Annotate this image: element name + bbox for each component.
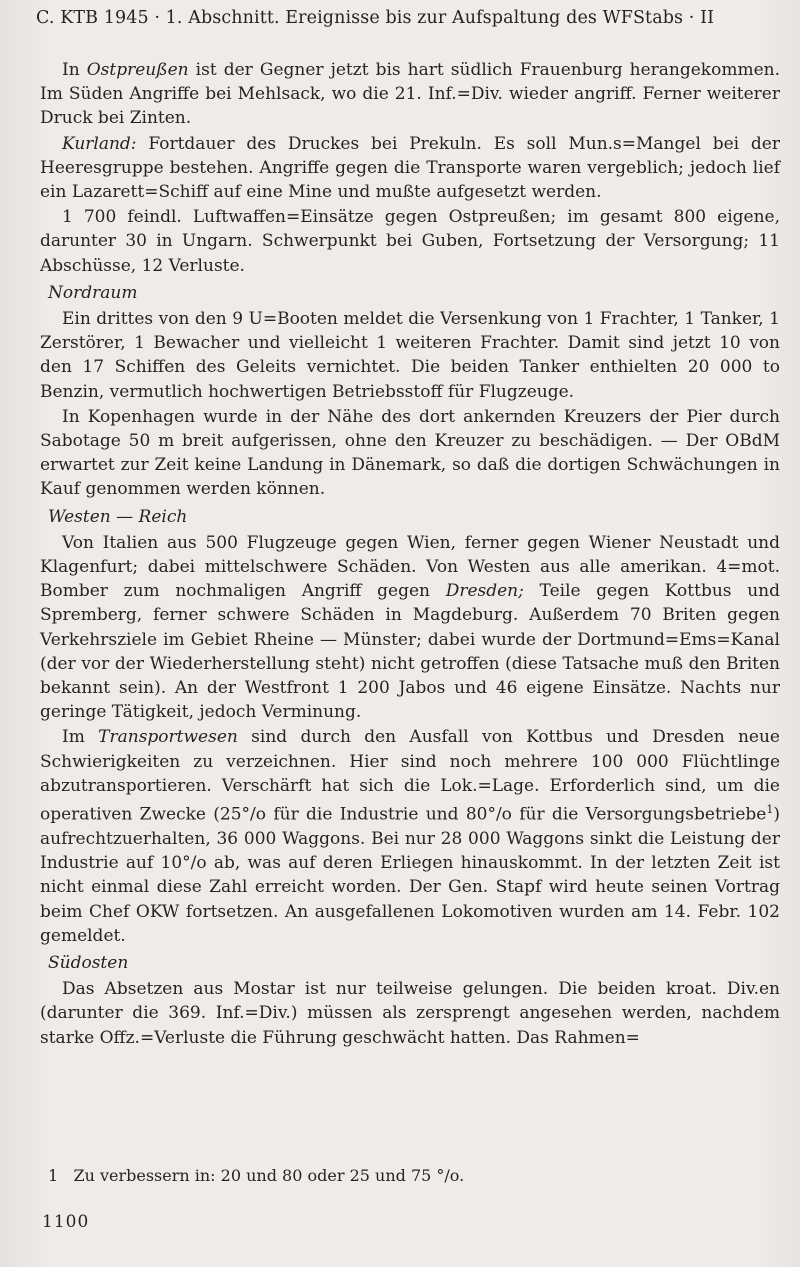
- text-run: Im: [62, 727, 99, 748]
- running-head: C. KTB 1945 · 1. Abschnitt. Ereignisse bis zur Aufspaltung des WFStabs · II: [36, 8, 715, 28]
- page-number: 1100: [42, 1212, 90, 1232]
- emphasis-ostpreussen: Ostpreußen: [86, 60, 189, 80]
- paragraph-italien: [40, 531, 780, 725]
- text-run: Fortdauer des Druckes bei Prekuln. Es soll Mun.s=Mangel bei der Heeresgruppe bestehen. Angriffe gegen die Transporte waren vergeblich; jedoch lief ein Lazarett=Schiff auf eine Mine und mußte aufgesetzt werden.: [40, 133, 780, 203]
- footnote-reference: 1: [766, 803, 774, 817]
- emphasis-transportwesen: Transportwesen: [98, 727, 238, 748]
- paragraph-mostar: Das Absetzen aus Mostar ist nur teilweise gelungen. Die beiden kroat. Div.en (darunter die 369. Inf.=Div.) müssen als zersprengt angesehen werden, nachdem starke Offz.=Verluste die Führung geschwächt hatten. Das Rahmen=: [40, 979, 780, 1048]
- text-run: Von Italien aus 500 Flugzeuge gegen Wien, ferner gegen Wiener Neustadt und Klagenfurt; dabei mittelschwere Schäden. Von Westen aus alle amerikan. 4=mot. Bomber zum nochmaligen Angriff gegen: [40, 532, 780, 602]
- text-run: sind durch den Ausfall von Kottbus und Dresden neue Schwierigkeiten zu verzeichnen. Hier sind noch mehrere 100 000 Flüchtlinge abzutransportieren. Verschärft hat sich die Lok.=Lage. Erforderlich sind, um die operativen Zwecke (25°/o für die Industrie und 80°/o für die Versorgungsbetriebe: [40, 727, 780, 825]
- paragraph-luftwaffe: 1 700 feindl. Luftwaffen=Einsätze gegen Ostpreußen; im gesamt 800 eigene, darunter 30 in Ungarn. Schwerpunkt bei Guben, Fortsetzung der Versorgung; 11 Abschüsse, 12 Verluste.: [40, 207, 780, 276]
- text-run: ) aufrechtzuerhalten, 36 000 Waggons. Bei nur 28 000 Waggons sinkt die Leistung der Industrie auf 10°/o ab, was auf deren Erliegen hinauskommt. In der letzten Zeit ist nicht einmal diese Zahl erreicht worden. Der Gen. Stapf wird heute seinen Vortrag beim Chef OKW fortsetzen. An ausgefallenen Lokomotiven wurden am 14. Febr. 102 gemeldet.: [40, 804, 780, 946]
- text-run: ist der Gegner jetzt bis hart südlich Frauenburg herangekommen. Im Süden Angriffe bei Mehlsack, wo die 21. Inf.=Div. wieder angriff. Ferner weiterer Druck bei Zinten.: [40, 60, 781, 129]
- footnote-number: 1: [48, 1166, 59, 1185]
- body-text: [40, 58, 780, 1050]
- paragraph-transportwesen: [40, 725, 780, 947]
- paragraph-kurland: [40, 132, 780, 205]
- emphasis-kurland: Kurland:: [62, 133, 137, 154]
- section-heading-westen-reich: Westen — Reich: [48, 506, 188, 527]
- footnote: [48, 1165, 768, 1187]
- text-run: In: [62, 60, 87, 80]
- section-heading-nordraum: Nordraum: [48, 282, 138, 303]
- paragraph-u-boote: Ein drittes von den 9 U=Booten meldet die Versenkung von 1 Frachter, 1 Tanker, 1 Zerstörer, 1 Bewacher und vielleicht 1 weiteren Frachter. Damit sind jetzt 10 von den 17 Schiffen des Geleits vernichtet. Die beiden Tanker enthielten 20 000 to Benzin, vermutlich hochwertigen Betriebsstoff für Flugzeuge.: [40, 309, 780, 402]
- footnote-text: Zu verbessern in: 20 und 80 oder 25 und 75 °/o.: [73, 1166, 465, 1185]
- paragraph-ostpreussen: [40, 58, 780, 131]
- text-run: Teile gegen Kottbus und Spremberg, ferner schwere Schäden in Magdeburg. Außerdem 70 Briten gegen Verkehrsziele im Gebiet Rheine — Münster; dabei wurde der Dortmund=Ems=Kanal (der vor der Wiederherstellung steht) nicht getroffen (diese Tatsache muß den Briten bekannt sein). An der Westfront 1 200 Jabos und 46 eigene Einsätze. Nachts nur geringe Tätigkeit, jedoch Verminung.: [40, 581, 780, 723]
- paragraph-kopenhagen: In Kopenhagen wurde in der Nähe des dort ankernden Kreuzers der Pier durch Sabotage 50 m breit aufgerissen, ohne den Kreuzer zu beschädigen. — Der OBdM erwartet zur Zeit keine Landung in Dänemark, so daß die dortigen Schwächungen in Kauf genommen werden können.: [40, 406, 780, 500]
- emphasis-dresden: Dresden;: [445, 581, 524, 602]
- section-heading-suedosten: Südosten: [48, 952, 129, 973]
